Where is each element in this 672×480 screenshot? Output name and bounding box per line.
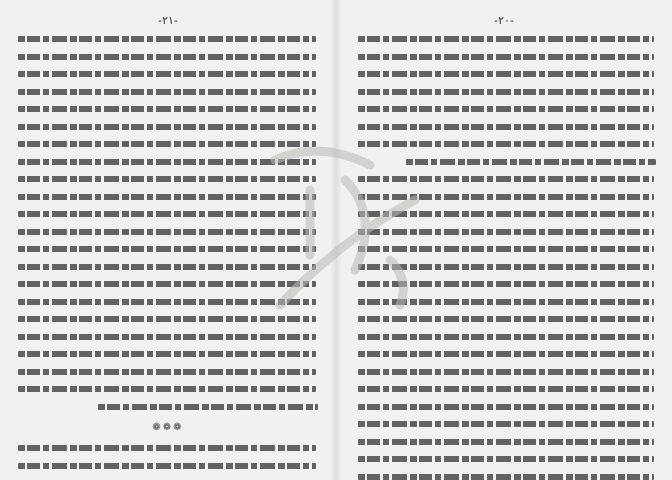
text-line <box>358 71 654 77</box>
text-line <box>358 54 654 60</box>
text-line <box>18 351 316 357</box>
text-line <box>18 281 316 287</box>
text-line <box>18 159 316 165</box>
text-line <box>358 421 654 427</box>
text-line <box>98 404 318 410</box>
text-line <box>18 176 316 182</box>
text-line <box>358 36 654 42</box>
text-line <box>18 445 316 451</box>
book-gutter <box>330 0 342 480</box>
text-line <box>18 54 316 60</box>
text-line <box>358 334 654 340</box>
left-page-number: -۲۱- <box>158 14 178 27</box>
text-line <box>358 281 654 287</box>
text-line <box>358 211 654 217</box>
text-line <box>358 404 654 410</box>
right-page-text-block <box>358 36 656 480</box>
text-line <box>18 106 316 112</box>
text-line <box>358 456 654 462</box>
text-line <box>358 124 654 130</box>
section-break-ornament: ❁❁❁ <box>152 422 184 433</box>
right-page-number: -۲۰- <box>494 14 514 27</box>
text-line <box>18 386 316 392</box>
text-line <box>358 316 654 322</box>
text-line <box>18 316 316 322</box>
text-line <box>358 194 654 200</box>
text-line <box>358 369 654 375</box>
text-line <box>358 176 654 182</box>
text-line <box>358 439 654 445</box>
text-line <box>18 334 316 340</box>
right-page <box>336 0 672 480</box>
text-line <box>18 124 316 130</box>
text-line <box>18 89 316 95</box>
left-page-text-block <box>18 36 318 480</box>
text-line <box>18 211 316 217</box>
text-line <box>358 299 654 305</box>
text-line <box>358 141 654 147</box>
text-line <box>18 194 316 200</box>
text-line <box>18 141 316 147</box>
text-line <box>358 106 654 112</box>
text-line <box>18 36 316 42</box>
text-line <box>18 299 316 305</box>
text-line <box>18 229 316 235</box>
text-line <box>358 264 654 270</box>
text-line <box>18 264 316 270</box>
text-line <box>358 89 654 95</box>
text-line <box>18 246 316 252</box>
text-line <box>18 71 316 77</box>
text-line <box>358 229 654 235</box>
text-line <box>18 369 316 375</box>
text-line <box>358 474 654 480</box>
text-line <box>358 246 654 252</box>
text-line <box>358 351 654 357</box>
text-line <box>18 463 316 469</box>
text-line <box>406 159 656 165</box>
text-line <box>358 386 654 392</box>
